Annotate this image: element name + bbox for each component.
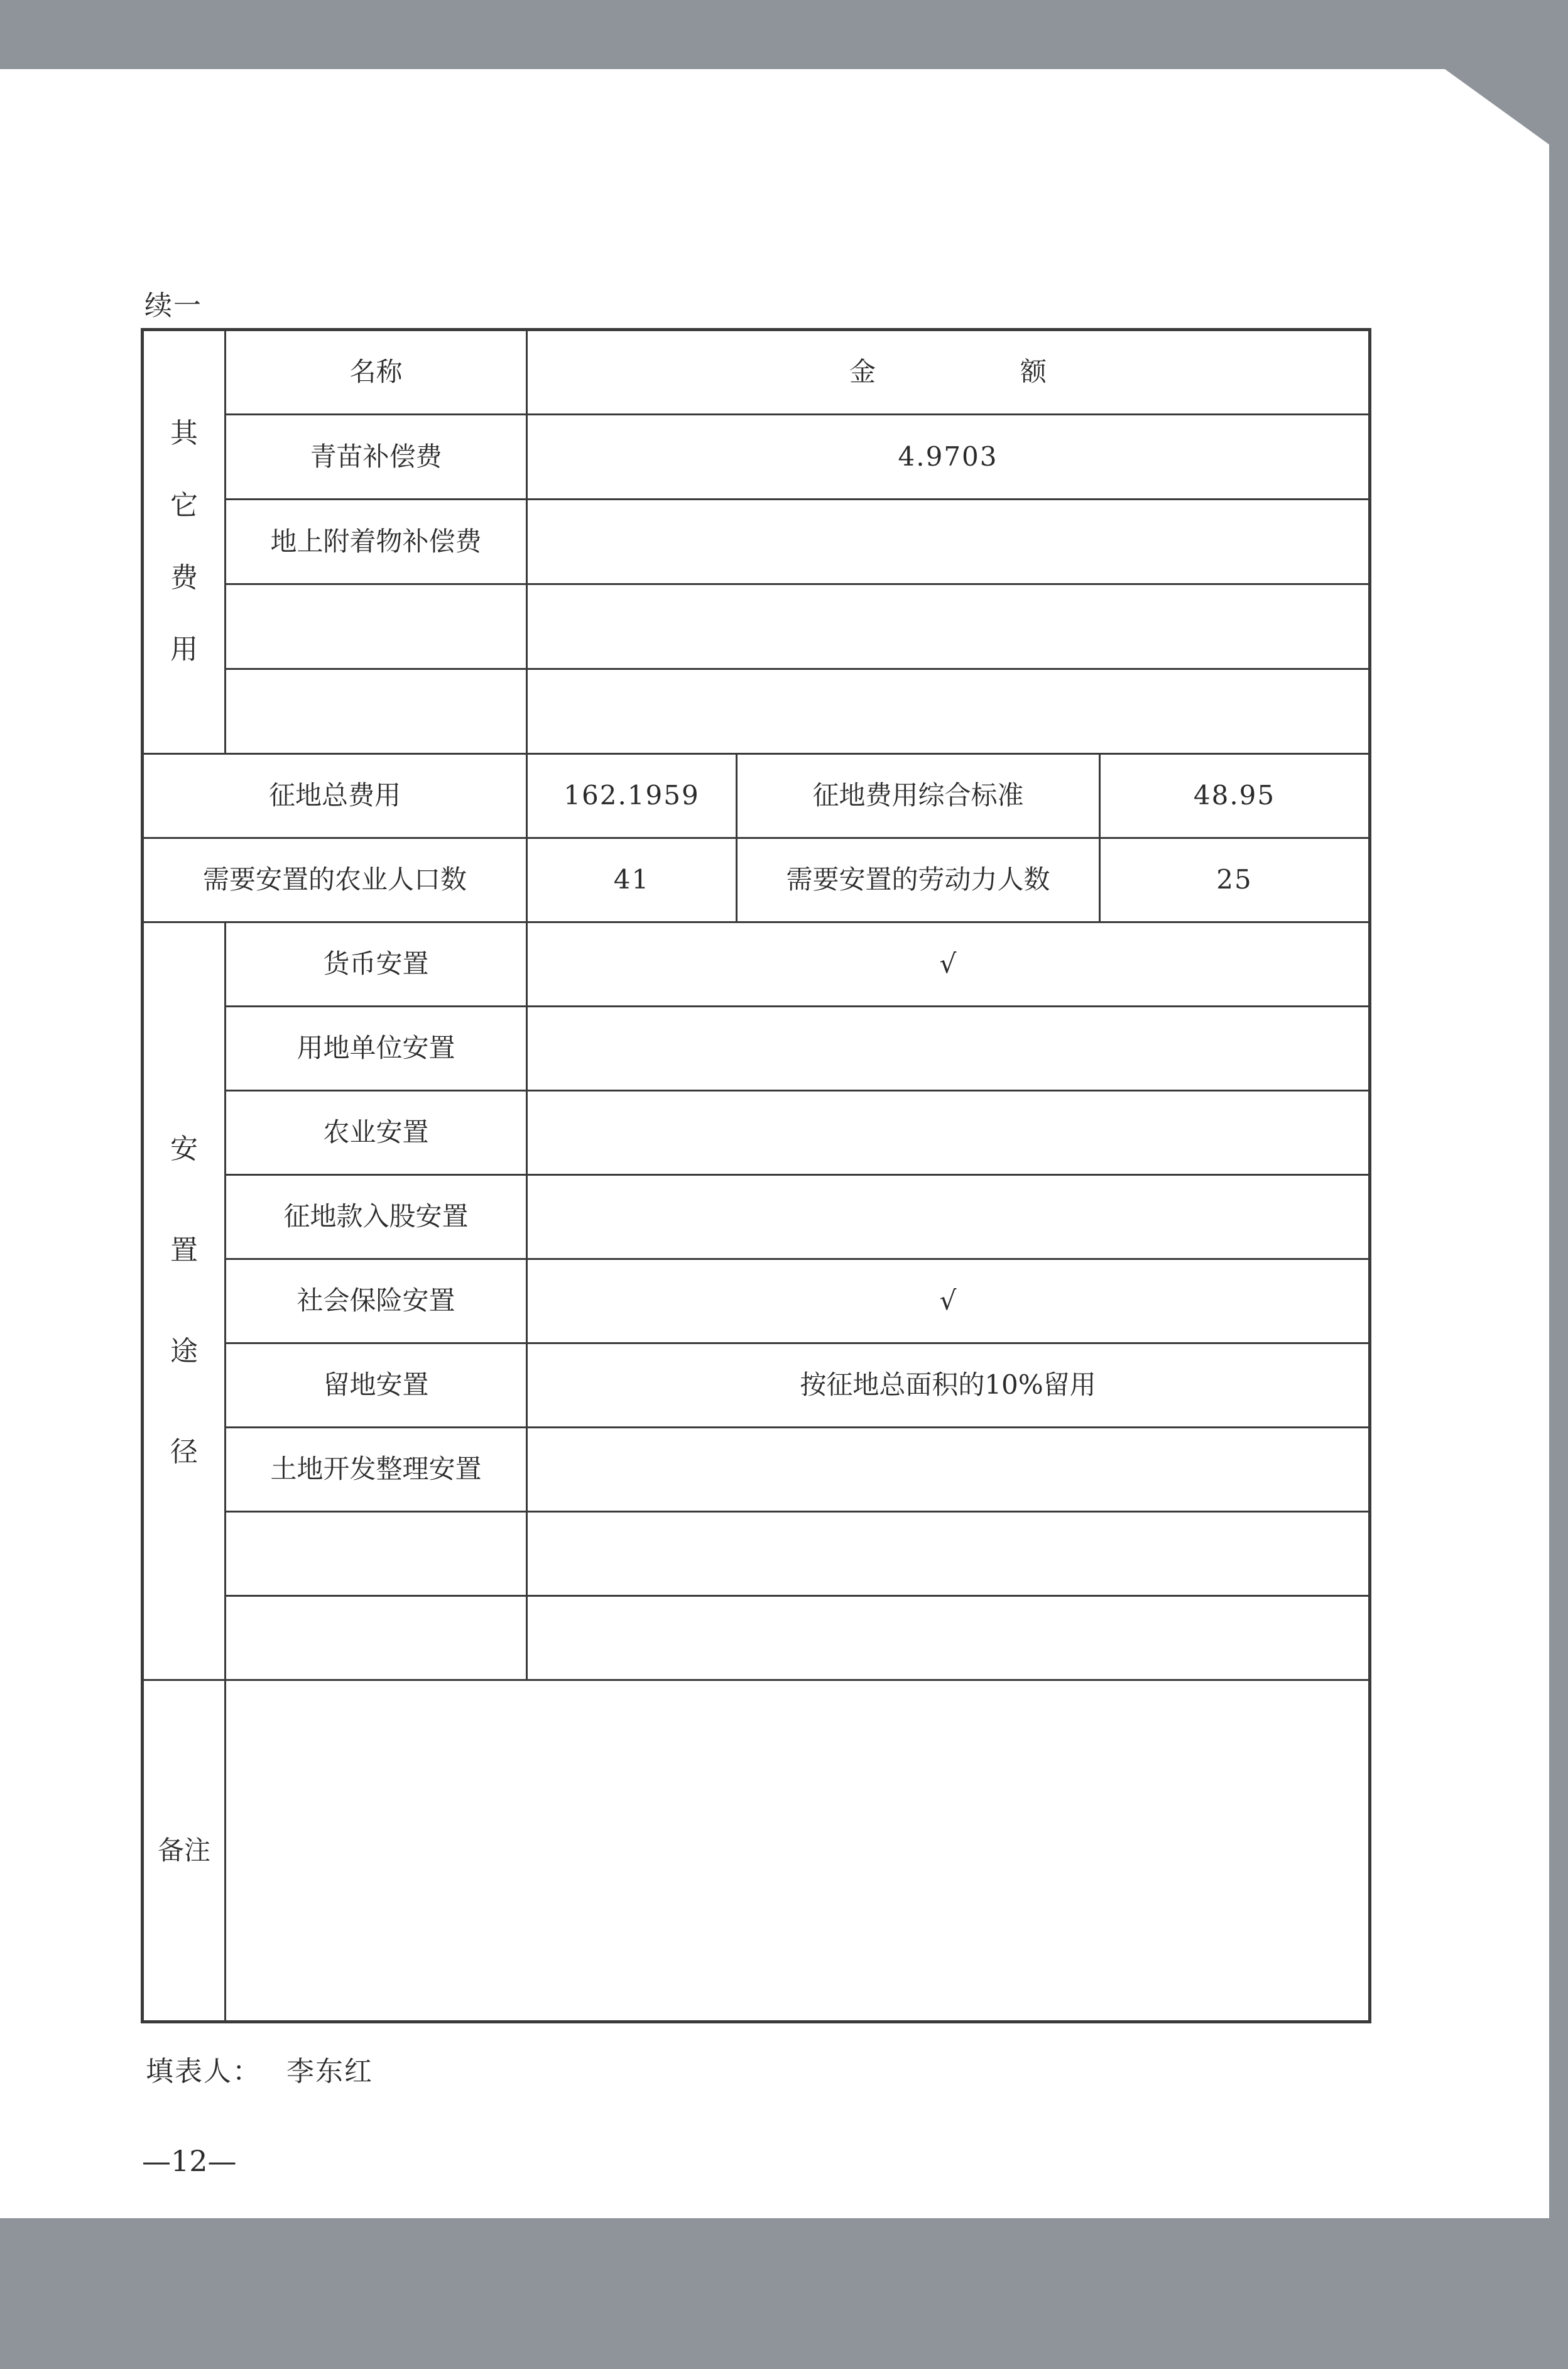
resettlement-value-cell xyxy=(527,1007,1370,1091)
resettlement-name-cell: 留地安置 xyxy=(226,1343,527,1428)
resettlement-name-cell: 土地开发整理安置 xyxy=(226,1428,527,1512)
page-number: —12— xyxy=(142,2144,237,2178)
labor-label: 需要安置的劳动力人数 xyxy=(737,838,1100,922)
remarks-content xyxy=(226,1680,1370,2022)
table-row xyxy=(143,1428,1370,1512)
table-row xyxy=(143,1007,1370,1091)
fee-amount-cell: 4.9703 xyxy=(527,415,1370,500)
ag-population-label: 需要安置的农业人口数 xyxy=(143,838,527,922)
total-cost-row xyxy=(143,754,1370,838)
filler-label: 填表人： xyxy=(146,2055,261,2087)
continued-label: 续一 xyxy=(144,290,202,322)
labor-value: 25 xyxy=(1100,838,1370,922)
ag-population-value: 41 xyxy=(527,838,737,922)
fee-name-cell: 青苗补偿费 xyxy=(226,415,527,500)
resettlement-name-cell xyxy=(226,1512,527,1596)
resettlement-name-cell: 货币安置 xyxy=(226,922,527,1007)
remarks-row xyxy=(143,1680,1370,2022)
amount-column-header: 金 额 xyxy=(527,330,1370,415)
fee-name-cell xyxy=(226,584,527,669)
resettlement-name-cell: 农业安置 xyxy=(226,1091,527,1175)
table-row xyxy=(143,1259,1370,1343)
table-row xyxy=(143,1343,1370,1428)
fee-name-cell: 地上附着物补偿费 xyxy=(226,500,527,584)
fee-name-cell xyxy=(226,669,527,754)
filler-name: 李东红 xyxy=(286,2055,373,2087)
fee-amount-cell xyxy=(527,669,1370,754)
resettlement-value-cell: 按征地总面积的10%留用 xyxy=(527,1343,1370,1428)
name-column-header: 名称 xyxy=(226,330,527,415)
fee-amount-cell xyxy=(527,584,1370,669)
other-fees-group-label: 其 它 费 用 xyxy=(143,330,226,754)
filler-line xyxy=(146,2049,373,2089)
scan-background-bottom xyxy=(0,2218,1568,2369)
resettlement-group-label: 安 置 途 径 xyxy=(143,922,226,1680)
header-row xyxy=(143,330,1370,415)
population-row xyxy=(143,838,1370,922)
table-row xyxy=(143,584,1370,669)
table-row xyxy=(143,1512,1370,1596)
table-row xyxy=(143,1091,1370,1175)
fee-amount-cell xyxy=(527,500,1370,584)
table-row xyxy=(143,669,1370,754)
table-row xyxy=(143,1175,1370,1259)
standard-label: 征地费用综合标准 xyxy=(737,754,1100,838)
resettlement-name-cell: 用地单位安置 xyxy=(226,1007,527,1091)
resettlement-name-cell: 社会保险安置 xyxy=(226,1259,527,1343)
resettlement-value-cell xyxy=(527,1428,1370,1512)
resettlement-value-cell: √ xyxy=(527,1259,1370,1343)
standard-value: 48.95 xyxy=(1100,754,1370,838)
resettlement-value-cell: √ xyxy=(527,922,1370,1007)
scan-background-top xyxy=(0,0,1568,69)
resettlement-value-cell xyxy=(527,1512,1370,1596)
resettlement-value-cell xyxy=(527,1596,1370,1680)
resettlement-name-cell: 征地款入股安置 xyxy=(226,1175,527,1259)
table-row xyxy=(143,500,1370,584)
land-acquisition-table xyxy=(141,328,1371,2023)
resettlement-value-cell xyxy=(527,1091,1370,1175)
table-row xyxy=(143,922,1370,1007)
resettlement-name-cell xyxy=(226,1596,527,1680)
table-row xyxy=(143,415,1370,500)
table-row xyxy=(143,1596,1370,1680)
total-cost-label: 征地总费用 xyxy=(143,754,527,838)
resettlement-value-cell xyxy=(527,1175,1370,1259)
total-cost-value: 162.1959 xyxy=(527,754,737,838)
remarks-label: 备注 xyxy=(143,1680,226,2022)
